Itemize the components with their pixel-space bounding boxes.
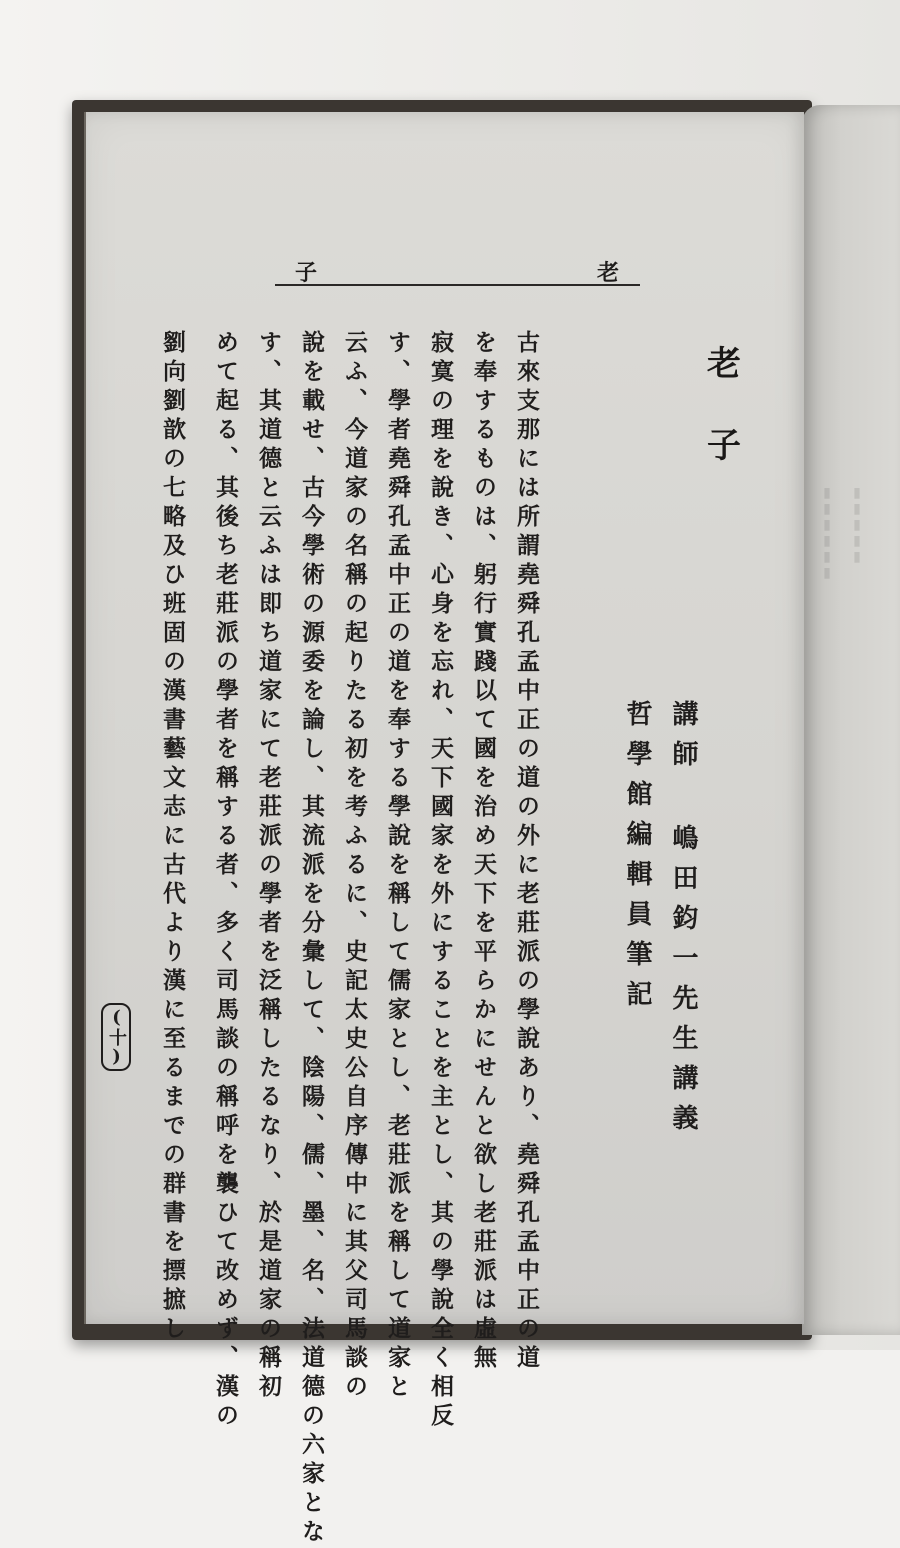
page-number: (十) [101, 1003, 131, 1071]
body-column: 古來支那には所謂堯舜孔孟中正の道の外に老莊派の學說あり、堯舜孔孟中正の道 [513, 330, 540, 1374]
body-column: す、其道德と云ふは即ち道家にて老莊派の學者を泛稱したるなり、於是道家の稱初 [255, 330, 282, 1403]
body-column: 說を載せ、古今學術の源委を論し、其流派を分彙して、陰陽、儒、墨、名、法道德の六家とな [298, 330, 325, 1548]
facing-page [802, 105, 900, 1335]
title-second-char: 子 [707, 426, 741, 466]
body-column: 劉向劉歆の七略及ひ班固の漢書藝文志に古代より漢に至るまでの群書を摽摭し [159, 330, 186, 1345]
bleed-through-text: ▮▮▮▮▮▮ [819, 485, 835, 581]
running-head-left: 子 [295, 260, 318, 286]
body-column: を奉するものは、躬行實踐以て國を治め天下を平らかにせんと欲し老莊派は虛無 [470, 330, 497, 1374]
attribution-lecturer: 講師 嶋田鈞一先生講義 [668, 700, 698, 1144]
running-head-right: 老 [597, 260, 620, 286]
title-first-char: 老 [707, 344, 741, 384]
attribution-scribe: 哲學館編輯員筆記 [622, 700, 652, 1020]
body-column: 寂寞の理を說き、心身を忘れ、天下國家を外にすることを主とし、其の學說全く相反 [427, 330, 454, 1432]
body-column: 云ふ、今道家の名稱の起りたる初を考ふるに、史記太史公自序傳中に其父司馬談の [341, 330, 368, 1403]
header-rule [275, 284, 640, 286]
bleed-through-text: ▮▮▮▮▮ [849, 485, 865, 565]
body-column: す、學者堯舜孔孟中正の道を奉する學說を稱して儒家とし、老莊派を稱して道家と [384, 330, 411, 1403]
body-column: めて起る、其後ち老莊派の學者を稱する者、多く司馬談の稱呼を襲ひて改めず、漢の [212, 330, 239, 1432]
